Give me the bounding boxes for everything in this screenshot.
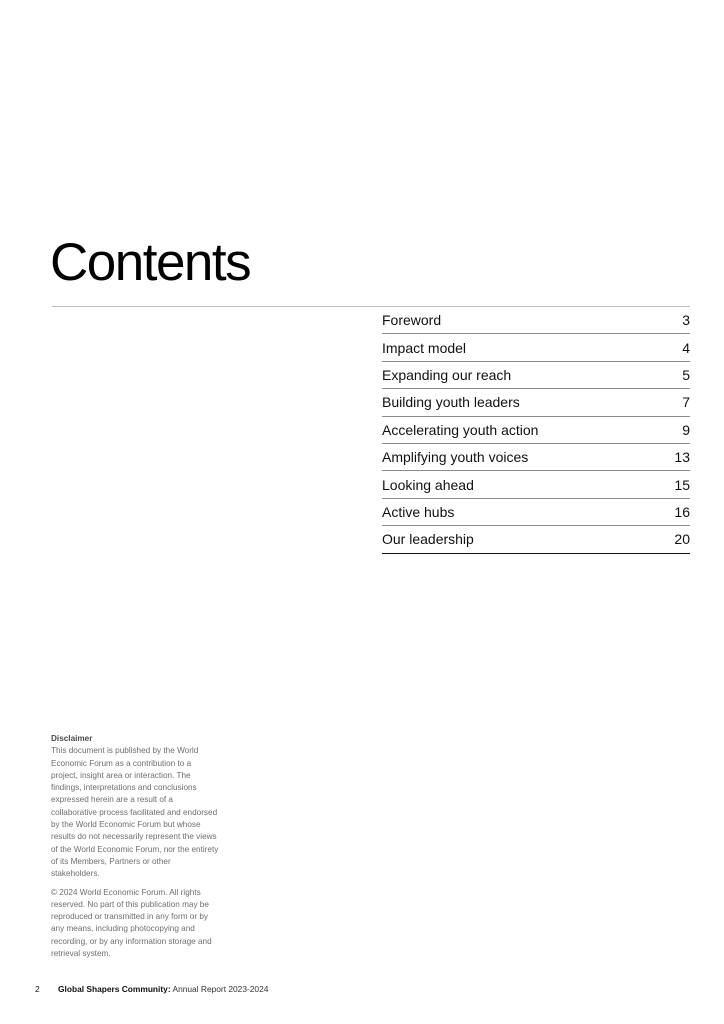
toc-item-foreword[interactable] [382,307,690,334]
toc-item-page: 5 [682,366,690,383]
disclaimer [51,733,219,960]
toc-item-page: 13 [674,449,690,466]
footer-publication-subtitle: Annual Report 2023-2024 [170,984,269,994]
toc-item-amplifying-youth-voices[interactable] [382,444,690,471]
toc-item-label: Looking ahead [382,476,474,493]
toc-item-building-youth-leaders[interactable] [382,389,690,416]
table-of-contents [382,307,690,554]
toc-item-page: 7 [682,394,690,411]
toc-item-label: Amplifying youth voices [382,449,529,466]
toc-item-page: 16 [674,503,690,520]
toc-item-expanding-our-reach[interactable] [382,362,690,389]
toc-item-label: Building youth leaders [382,394,520,411]
toc-item-impact-model[interactable] [382,334,690,361]
toc-item-accelerating-youth-action[interactable] [382,417,690,444]
toc-item-looking-ahead[interactable] [382,471,690,498]
toc-item-label: Active hubs [382,503,455,520]
copyright-notice: © 2024 World Economic Forum. All rights reserved. No part of this publication may be reproduced or transmitted in any form or by any means, including photocopying and recording, or by any information storage and retrieval system. [51,887,212,959]
toc-item-page: 15 [674,476,690,493]
toc-item-label: Expanding our reach [382,366,512,383]
toc-item-page: 3 [682,312,690,329]
toc-item-page: 9 [682,421,690,438]
disclaimer-heading: Disclaimer [51,734,93,743]
toc-item-page: 20 [674,531,690,548]
footer-page-number: 2 [35,984,40,994]
toc-item-label: Our leadership [382,531,474,548]
toc-item-label: Foreword [382,312,442,329]
toc-item-label: Accelerating youth action [382,421,539,438]
toc-item-label: Impact model [382,339,467,356]
toc-item-active-hubs[interactable] [382,499,690,526]
toc-item-page: 4 [682,339,690,356]
page-footer [35,984,268,994]
disclaimer-body: This document is published by the World Economic Forum as a contribution to a project, insight area or interaction. The findings, interpretations and conclusions expressed herein are a result of a collaborative process facilitated and endorsed by the World Economic Forum but whose results do not necessarily represent the views of the World Economic Forum, nor the entirety of its Members, Partners or other stakeholders. [51,746,219,879]
footer-publication-name: Global Shapers Community: [58,984,171,994]
page-title: Contents [50,233,251,292]
toc-item-our-leadership[interactable] [382,526,690,553]
